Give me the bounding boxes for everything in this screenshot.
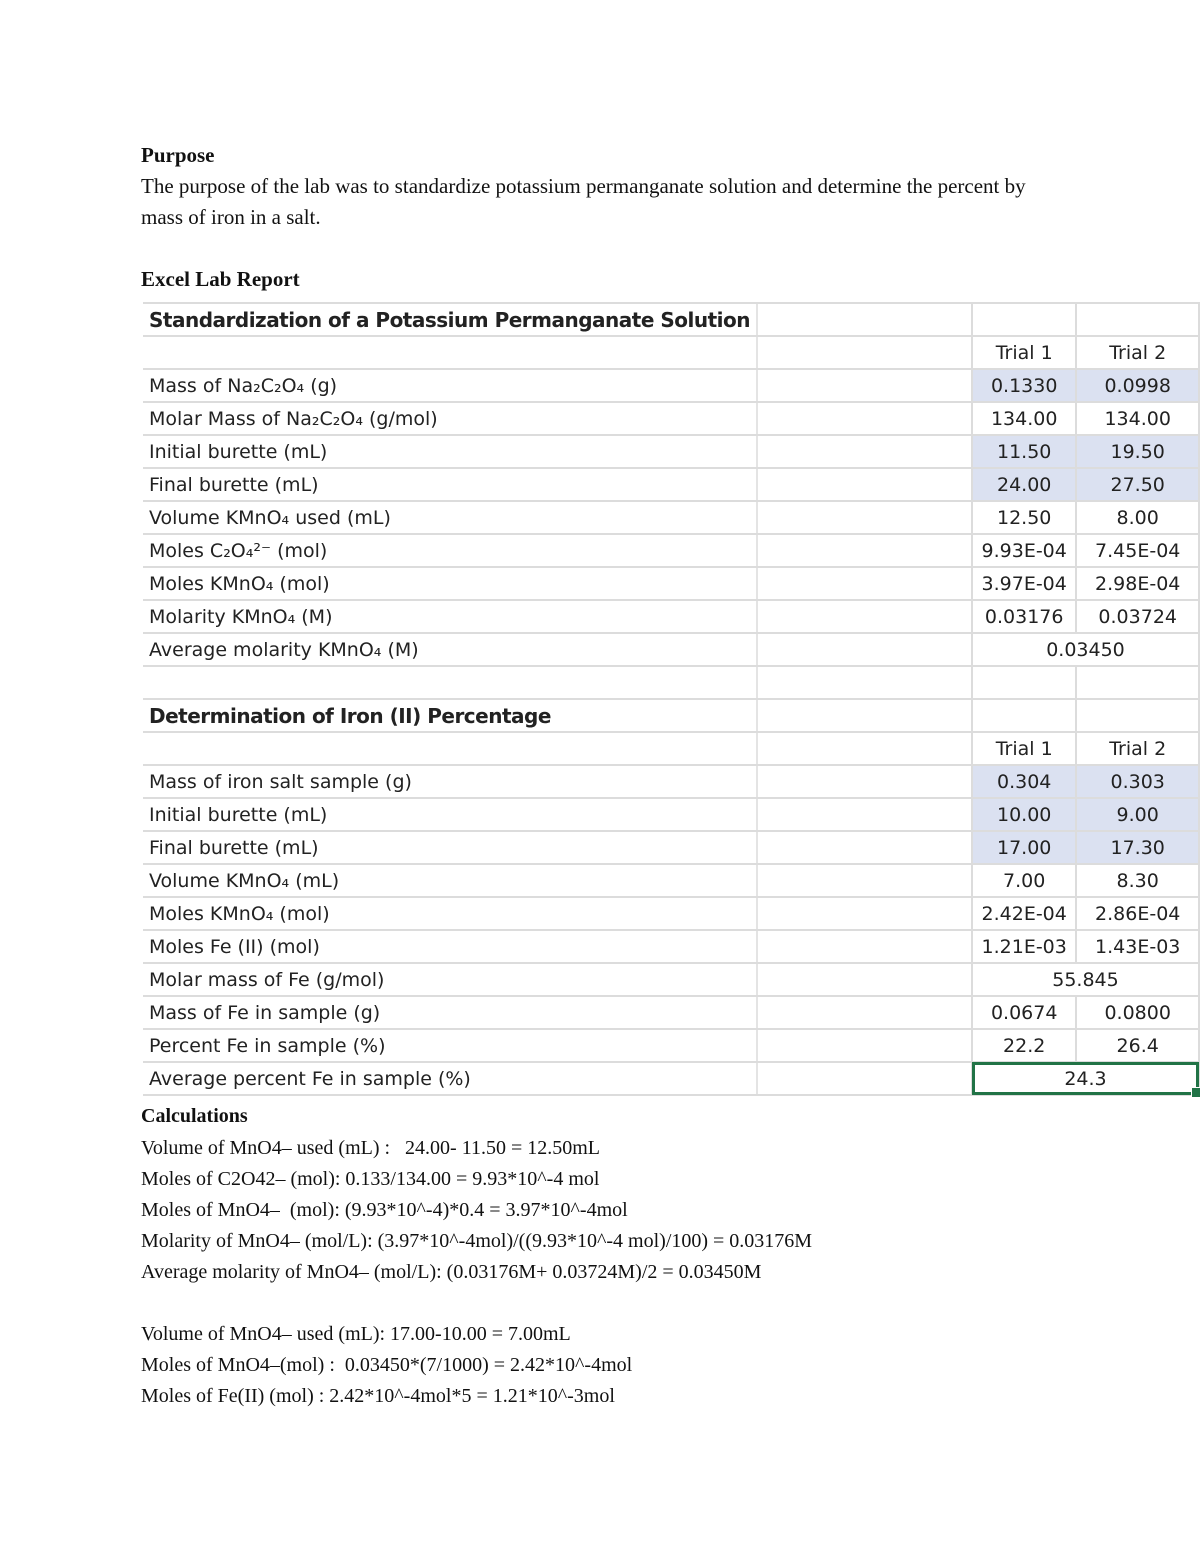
trial2-value: 2.86E-04 <box>1076 897 1199 930</box>
molar-mass-row <box>143 963 1199 996</box>
average-molarity-row-value: 0.03450 <box>972 633 1199 666</box>
trial2-value: 7.45E-04 <box>1076 534 1199 567</box>
trial1-value: 0.03176 <box>972 600 1076 633</box>
trial2-header: Trial 2 <box>1076 732 1199 765</box>
table-row <box>143 468 1199 501</box>
trial1-value: 11.50 <box>972 435 1076 468</box>
row-label: Initial burette (mL) <box>143 435 757 468</box>
calculation-line: Moles of MnO4–(mol) : 0.03450*(7/1000) = 2.42*10^-4mol <box>141 1354 633 1376</box>
trial2-value: 17.30 <box>1076 831 1199 864</box>
molar-mass-row-value: 55.845 <box>972 963 1199 996</box>
row-label: Moles KMnO₄ (mol) <box>143 567 757 600</box>
trial2-value: 19.50 <box>1076 435 1199 468</box>
trial2-value: 0.303 <box>1076 765 1199 798</box>
table-header-row <box>143 732 1199 765</box>
average-percent-row <box>143 1062 1199 1095</box>
trial2-value: 0.0800 <box>1076 996 1199 1029</box>
row-label: Mass of Fe in sample (g) <box>143 996 757 1029</box>
row-label: Final burette (mL) <box>143 831 757 864</box>
trial1-value: 2.42E-04 <box>972 897 1076 930</box>
trial1-value: 134.00 <box>972 402 1076 435</box>
trial1-header: Trial 1 <box>972 732 1076 765</box>
calculation-line: Moles of MnO4– (mol): (9.93*10^-4)*0.4 = 3.97*10^-4mol <box>141 1199 628 1221</box>
report-heading: Excel Lab Report <box>141 267 300 291</box>
calculations-block-1 <box>141 1133 812 1288</box>
table-row <box>143 534 1199 567</box>
trial1-value: 7.00 <box>972 864 1076 897</box>
trial1-value: 0.0674 <box>972 996 1076 1029</box>
trial2-value: 8.30 <box>1076 864 1199 897</box>
row-label: Final burette (mL) <box>143 468 757 501</box>
calculations-block-2 <box>141 1319 632 1412</box>
trial2-value: 134.00 <box>1076 402 1199 435</box>
trial2-value: 2.98E-04 <box>1076 567 1199 600</box>
table-row <box>143 369 1199 402</box>
trial1-value: 10.00 <box>972 798 1076 831</box>
blank-row <box>143 666 1199 699</box>
trial1-value: 3.97E-04 <box>972 567 1076 600</box>
table-row <box>143 600 1199 633</box>
row-label: Mass of Na₂C₂O₄ (g) <box>143 369 757 402</box>
table-row <box>143 501 1199 534</box>
table-row <box>143 897 1199 930</box>
standardization-table <box>143 302 1200 1096</box>
calculation-line: Average molarity of MnO4– (mol/L): (0.03176M+ 0.03724M)/2 = 0.03450M <box>141 1261 762 1283</box>
row-label: Moles Fe (II) (mol) <box>143 930 757 963</box>
trial1-value: 12.50 <box>972 501 1076 534</box>
trial1-value: 17.00 <box>972 831 1076 864</box>
table-row <box>143 435 1199 468</box>
fill-handle[interactable] <box>1191 1087 1200 1098</box>
calculation-line: Volume of MnO4– used (mL): 17.00-10.00 = 7.00mL <box>141 1323 571 1345</box>
table-row <box>143 831 1199 864</box>
trial2-value: 1.43E-03 <box>1076 930 1199 963</box>
row-label: Average percent Fe in sample (%) <box>143 1062 757 1095</box>
row-label: Molar Mass of Na₂C₂O₄ (g/mol) <box>143 402 757 435</box>
average-percent-row-value[interactable]: 24.3 <box>972 1062 1199 1095</box>
table-row <box>143 864 1199 897</box>
table-row <box>143 1029 1199 1062</box>
table-row <box>143 930 1199 963</box>
trial2-value: 0.0998 <box>1076 369 1199 402</box>
trial1-value: 0.304 <box>972 765 1076 798</box>
trial1-value: 24.00 <box>972 468 1076 501</box>
table-title: Determination of Iron (II) Percentage <box>143 699 757 732</box>
row-label: Molar mass of Fe (g/mol) <box>143 963 757 996</box>
row-label: Initial burette (mL) <box>143 798 757 831</box>
trial1-value: 9.93E-04 <box>972 534 1076 567</box>
table-row <box>143 765 1199 798</box>
average-molarity-row <box>143 633 1199 666</box>
trial2-value: 8.00 <box>1076 501 1199 534</box>
trial2-header: Trial 2 <box>1076 336 1199 369</box>
trial2-value: 9.00 <box>1076 798 1199 831</box>
calculation-line: Moles of Fe(II) (mol) : 2.42*10^-4mol*5 = 1.21*10^-3mol <box>141 1385 615 1407</box>
trial2-value: 0.03724 <box>1076 600 1199 633</box>
table-row <box>143 996 1199 1029</box>
row-label: Molarity KMnO₄ (M) <box>143 600 757 633</box>
table-header-row <box>143 336 1199 369</box>
purpose-heading: Purpose <box>141 143 215 167</box>
row-label: Volume KMnO₄ (mL) <box>143 864 757 897</box>
table-title-row <box>143 303 1199 336</box>
iron-table-title-row <box>143 699 1199 732</box>
row-label: Mass of iron salt sample (g) <box>143 765 757 798</box>
table-title: Standardization of a Potassium Permanganate Solution <box>143 303 757 336</box>
calculation-line: Molarity of MnO4– (mol/L): (3.97*10^-4mol)/((9.93*10^-4 mol)/100) = 0.03176M <box>141 1230 813 1252</box>
purpose-text: The purpose of the lab was to standardize potassium permanganate solution and determine the percent by mass of iron in a salt. <box>141 174 1026 229</box>
row-label: Percent Fe in sample (%) <box>143 1029 757 1062</box>
trial1-value: 0.1330 <box>972 369 1076 402</box>
trial1-header: Trial 1 <box>972 336 1076 369</box>
table-row <box>143 567 1199 600</box>
row-label: Volume KMnO₄ used (mL) <box>143 501 757 534</box>
table-row <box>143 402 1199 435</box>
trial1-value: 22.2 <box>972 1029 1076 1062</box>
trial1-value: 1.21E-03 <box>972 930 1076 963</box>
trial2-value: 26.4 <box>1076 1029 1199 1062</box>
trial2-value: 27.50 <box>1076 468 1199 501</box>
row-label: Moles KMnO₄ (mol) <box>143 897 757 930</box>
calculation-line: Moles of C2O42– (mol): 0.133/134.00 = 9.93*10^-4 mol <box>141 1168 600 1190</box>
table-row <box>143 798 1199 831</box>
calculation-line: Volume of MnO4– used (mL) : 24.00- 11.50 = 12.50mL <box>141 1137 601 1159</box>
row-label: Average molarity KMnO₄ (M) <box>143 633 757 666</box>
calculations-heading: Calculations <box>141 1105 248 1127</box>
row-label: Moles C₂O₄²⁻ (mol) <box>143 534 757 567</box>
